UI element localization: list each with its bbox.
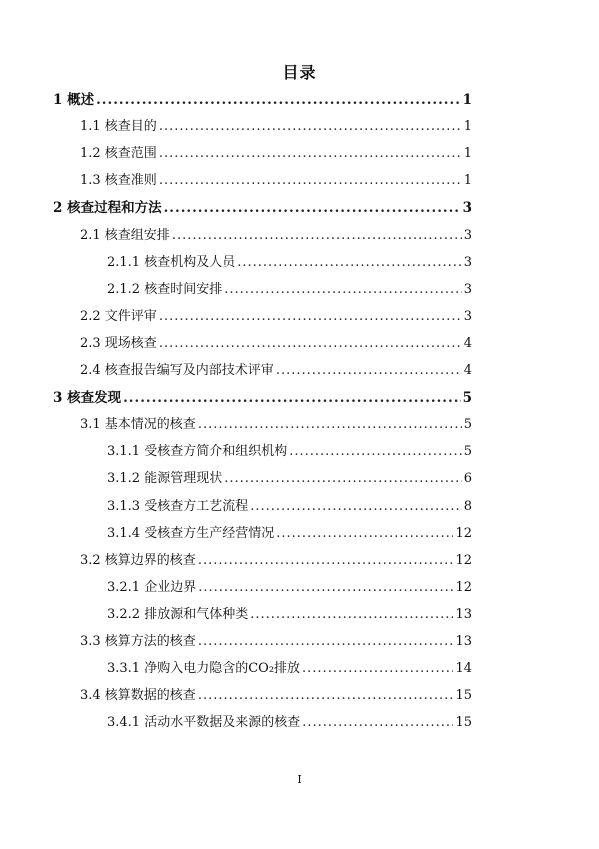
toc-leader-dots xyxy=(302,713,453,733)
toc-entry-label: 1 概述 xyxy=(53,92,95,108)
toc-entry-label: 2.4 核查报告编写及内部技术评审 xyxy=(80,363,274,378)
toc-entry-label: 3.4 核算数据的核查 xyxy=(80,688,196,704)
toc-leader-dots xyxy=(159,171,462,191)
page-number: I xyxy=(297,773,302,786)
toc-entry[interactable] xyxy=(107,280,472,300)
toc-entry[interactable] xyxy=(107,497,472,517)
toc-entry-label: 1.2 核查范围 xyxy=(80,146,157,162)
toc-entry[interactable] xyxy=(107,659,472,679)
toc-entry-label: 3.2.2 排放源和气体种类 xyxy=(107,606,249,622)
toc-leader-dots xyxy=(289,442,462,462)
toc-entry-label: 3.1.2 能源管理现状 xyxy=(107,471,223,487)
toc-leader-dots xyxy=(198,578,453,598)
toc-entry[interactable] xyxy=(80,551,472,571)
toc-entry-label: 3.2 核算边界的核查 xyxy=(80,552,196,568)
toc-entry[interactable] xyxy=(107,469,472,489)
toc-entry-label: 3.1.4 受核查方生产经营情况 xyxy=(107,525,275,541)
toc-entry-label: 3.1.3 受核查方工艺流程 xyxy=(107,498,249,514)
toc-entry[interactable] xyxy=(53,388,472,408)
toc-entry-page: 12 xyxy=(455,552,472,568)
toc-entry[interactable] xyxy=(80,226,472,246)
toc-leader-dots xyxy=(276,361,462,381)
toc-entry-page: 3 xyxy=(463,308,472,324)
toc-entry-label: 2.1 核查组安排 xyxy=(80,227,170,243)
page-title: 目录 xyxy=(282,63,317,82)
toc-entry-label: 2.1.2 核查时间安排 xyxy=(107,281,223,297)
toc-entry-page: 3 xyxy=(462,200,472,217)
toc-entry-page: 15 xyxy=(455,715,472,731)
toc-leader-dots xyxy=(159,334,462,354)
toc-entry-label: 2 核查过程和方法 xyxy=(53,200,162,217)
toc-leader-dots xyxy=(159,117,462,137)
toc-entry-page: 5 xyxy=(462,390,472,407)
toc-entry[interactable] xyxy=(80,144,472,164)
toc-entry-page: 1 xyxy=(462,92,472,108)
toc-entry-page: 12 xyxy=(455,525,472,541)
toc-entry-page: 15 xyxy=(455,688,472,704)
toc-entry-page: 3 xyxy=(463,281,472,297)
toc-entry[interactable] xyxy=(80,307,472,327)
toc-entry-page: 4 xyxy=(463,363,472,378)
toc-entry-page: 13 xyxy=(455,634,472,649)
toc-entry[interactable] xyxy=(80,117,472,137)
toc-entry-page: 14 xyxy=(455,661,472,677)
toc-entry[interactable] xyxy=(53,198,472,218)
toc-leader-dots xyxy=(198,415,462,435)
toc-entry-label: 1.1 核查目的 xyxy=(80,119,157,135)
toc-entry-label: 3.3.1 净购入电力隐含的CO₂排放 xyxy=(107,661,301,677)
toc-entry-page: 5 xyxy=(463,444,472,460)
toc-leader-dots xyxy=(159,144,462,164)
toc-entry-label: 3.1 基本情况的核查 xyxy=(80,417,196,433)
toc-leader-dots xyxy=(198,632,454,652)
toc-leader-dots xyxy=(250,605,453,625)
toc-leader-dots xyxy=(276,524,453,544)
toc-leader-dots xyxy=(96,90,461,110)
toc-entry-label: 3 核查发现 xyxy=(53,390,122,407)
toc-entry-page: 6 xyxy=(463,471,472,487)
toc-entry-page: 3 xyxy=(463,227,472,243)
toc-leader-dots xyxy=(172,226,462,246)
toc-entry-page: 13 xyxy=(455,606,472,622)
toc-leader-dots xyxy=(164,198,461,218)
toc-leader-dots xyxy=(198,686,454,706)
toc-entry[interactable] xyxy=(80,632,472,652)
toc-entry[interactable] xyxy=(107,605,472,625)
toc-entry[interactable] xyxy=(80,686,472,706)
toc-leader-dots xyxy=(224,280,462,300)
toc-entry[interactable] xyxy=(107,578,472,598)
toc-leader-dots xyxy=(198,551,454,571)
toc-entry[interactable] xyxy=(107,713,472,733)
toc-entry-page: 4 xyxy=(463,335,472,351)
toc-entry-label: 1.3 核查准则 xyxy=(80,173,157,189)
toc-entry-label: 2.3 现场核查 xyxy=(80,335,157,351)
toc-entry[interactable] xyxy=(107,524,472,544)
toc-entry-page: 1 xyxy=(463,119,472,135)
toc-leader-dots xyxy=(224,469,462,489)
toc-entry-label: 3.4.1 活动水平数据及来源的核查 xyxy=(107,715,301,731)
toc-entry-label: 3.1.1 受核查方简介和组织机构 xyxy=(107,444,288,460)
toc-leader-dots xyxy=(302,659,453,679)
toc-leader-dots xyxy=(123,388,461,408)
toc-entry-page: 3 xyxy=(463,254,472,270)
toc-entry-page: 1 xyxy=(463,146,472,162)
toc-entry[interactable] xyxy=(80,361,472,381)
toc-entry-label: 2.2 文件评审 xyxy=(80,308,157,324)
toc-entry[interactable] xyxy=(107,253,472,273)
toc-entry[interactable] xyxy=(80,171,472,191)
toc-leader-dots xyxy=(250,497,462,517)
toc-leader-dots xyxy=(159,307,462,327)
toc-entry[interactable] xyxy=(80,334,472,354)
toc-entry-label: 3.2.1 企业边界 xyxy=(107,579,197,595)
toc-entry-label: 3.3 核算方法的核查 xyxy=(80,634,196,649)
toc-entry-page: 12 xyxy=(455,579,472,595)
toc-leader-dots xyxy=(237,253,462,273)
toc-entry[interactable] xyxy=(107,442,472,462)
toc-entry-label: 2.1.1 核查机构及人员 xyxy=(107,254,236,270)
toc-entry-page: 5 xyxy=(463,417,472,433)
toc-entry[interactable] xyxy=(53,90,472,110)
toc-entry[interactable] xyxy=(80,415,472,435)
toc-entry-page: 8 xyxy=(463,498,472,514)
toc-entry-page: 1 xyxy=(463,173,472,189)
